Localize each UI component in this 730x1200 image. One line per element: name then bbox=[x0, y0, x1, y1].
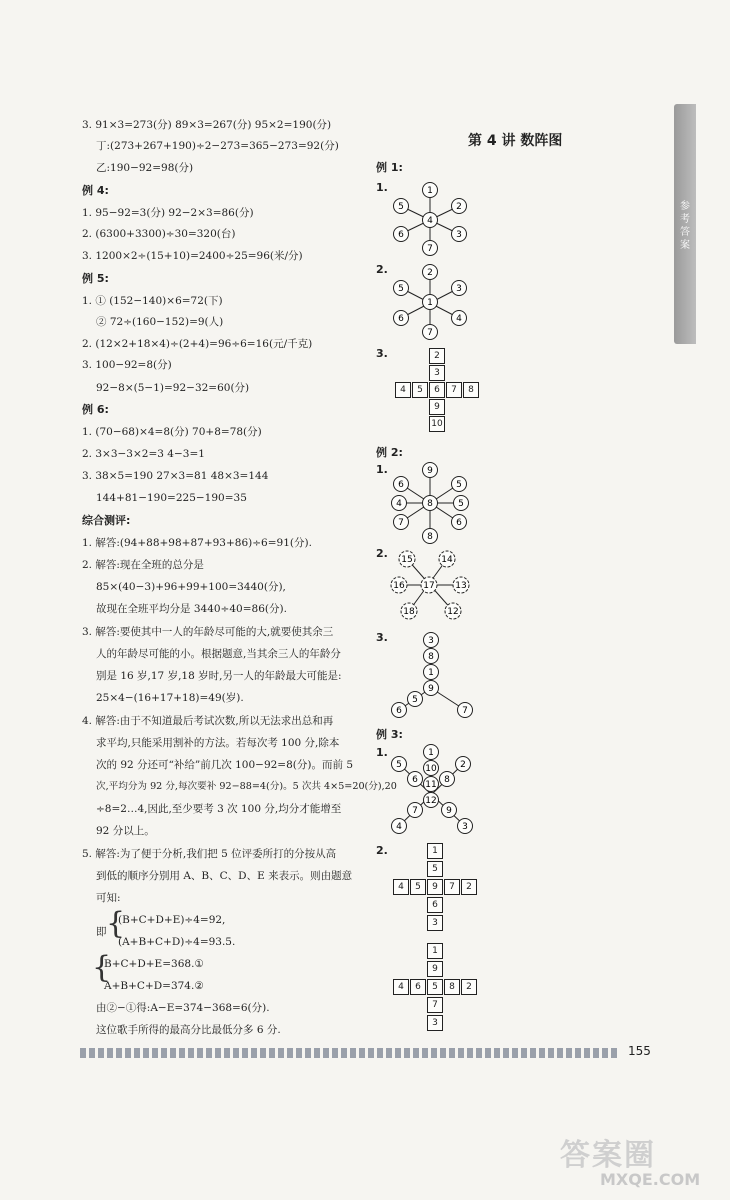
left-line: 92−8×(5−1)=92−32=60(分) bbox=[96, 382, 250, 394]
flower-node bbox=[391, 577, 407, 593]
problem-number: 1. bbox=[376, 463, 388, 476]
number-circle bbox=[394, 227, 409, 242]
equation-line: B+C+D+E=368.① bbox=[104, 958, 204, 970]
number-circle bbox=[423, 463, 438, 478]
grid-cell: 9 bbox=[427, 961, 443, 977]
equation-line: A+B+C+D=374.② bbox=[104, 980, 204, 992]
flower-number: 15 bbox=[401, 555, 413, 565]
number-flower-diagram bbox=[385, 545, 485, 625]
number-circle bbox=[408, 692, 423, 707]
circle-number: 7 bbox=[427, 328, 433, 338]
grid-cell: 7 bbox=[427, 997, 443, 1013]
example-heading: 例 2: bbox=[376, 446, 403, 459]
number-chain-diagram bbox=[385, 630, 495, 720]
circle-number: 7 bbox=[398, 518, 404, 528]
number-circle bbox=[424, 793, 439, 808]
circle-number: 1 bbox=[427, 186, 433, 196]
left-line: ② 72÷(160−152)=9(人) bbox=[96, 316, 224, 328]
circle-number: 9 bbox=[428, 684, 434, 694]
number-circle bbox=[452, 477, 467, 492]
left-line: 4. 解答:由于不知道最后考试次数,所以无法求出总和再 bbox=[82, 715, 334, 727]
circle-number: 7 bbox=[462, 706, 468, 716]
number-circle bbox=[424, 745, 439, 760]
number-star-diagram-3 bbox=[385, 460, 475, 546]
number-circle bbox=[424, 681, 439, 696]
left-line: 3. 1200×2÷(15+10)=2400÷25=96(米/分) bbox=[82, 250, 303, 262]
circle-number: 5 bbox=[458, 499, 464, 509]
left-line: 2. 解答:现在全班的总分是 bbox=[82, 559, 204, 571]
left-line: 由②−①得:A−E=374−368=6(分). bbox=[96, 1002, 270, 1014]
watermark-logo: 答案圈 bbox=[560, 1138, 656, 1173]
watermark-url: MXQE.COM bbox=[600, 1170, 701, 1189]
grid-cell: 3 bbox=[427, 1015, 443, 1031]
left-line: 求平均,只能采用割补的方法。若每次考 100 分,除本 bbox=[96, 737, 340, 749]
number-circle bbox=[423, 265, 438, 280]
problem-number: 2. bbox=[376, 263, 388, 276]
left-line: 1. ① (152−140)×6=72(下) bbox=[82, 295, 223, 307]
left-line: 次的 92 分还可“补给”前几次 100−92=8(分)。而前 5 bbox=[96, 759, 353, 771]
left-line: 3. 100−92=8(分) bbox=[82, 359, 172, 371]
grid-cell: 9 bbox=[429, 399, 445, 415]
circle-number: 2 bbox=[427, 268, 433, 278]
left-line: 可知: bbox=[96, 892, 121, 904]
circle-number: 9 bbox=[427, 466, 433, 476]
grid-cell: 5 bbox=[427, 979, 443, 995]
circle-number: 12 bbox=[425, 796, 437, 806]
circle-number: 5 bbox=[398, 284, 404, 294]
grid-cell: 7 bbox=[444, 879, 460, 895]
circle-number: 2 bbox=[456, 202, 462, 212]
circle-number: 6 bbox=[398, 314, 404, 324]
circle-number: 4 bbox=[456, 314, 462, 324]
flower-node bbox=[401, 603, 417, 619]
left-line: 到低的顺序分别用 A、B、C、D、E 来表示。则由题意 bbox=[96, 870, 353, 882]
grid-cell: 5 bbox=[427, 861, 443, 877]
circle-number: 9 bbox=[446, 806, 452, 816]
circle-number: 2 bbox=[460, 760, 466, 770]
number-circle bbox=[440, 772, 455, 787]
flower-number: 17 bbox=[423, 581, 435, 591]
grid-cell: 3 bbox=[427, 915, 443, 931]
circle-number: 1 bbox=[428, 748, 434, 758]
number-circle bbox=[392, 703, 407, 718]
circle-number: 1 bbox=[427, 298, 433, 308]
grid-cell: 5 bbox=[412, 382, 428, 398]
circle-number: 8 bbox=[427, 499, 433, 509]
section-heading: 综合测评: bbox=[82, 514, 131, 527]
grid-cell: 1 bbox=[427, 843, 443, 859]
number-circle bbox=[394, 281, 409, 296]
number-circle bbox=[424, 761, 439, 776]
grid-cell: 4 bbox=[393, 979, 409, 995]
number-circle bbox=[452, 227, 467, 242]
grid-cell: 2 bbox=[461, 979, 477, 995]
number-circle bbox=[423, 241, 438, 256]
number-circle bbox=[452, 311, 467, 326]
number-circle bbox=[424, 777, 439, 792]
left-line: 3. 解答:要使其中一人的年龄尽可能的大,就要使其余三 bbox=[82, 626, 334, 638]
number-circle bbox=[452, 281, 467, 296]
circle-number: 4 bbox=[396, 822, 402, 832]
grid-cell: 9 bbox=[427, 879, 443, 895]
grid-cell: 4 bbox=[393, 879, 409, 895]
problem-number: 3. bbox=[376, 347, 388, 360]
circle-number: 3 bbox=[462, 822, 468, 832]
circle-number: 5 bbox=[412, 695, 418, 705]
flower-number: 16 bbox=[393, 581, 405, 591]
example-heading: 例 1: bbox=[376, 161, 403, 174]
grid-cell: 4 bbox=[395, 382, 411, 398]
reference-answers-label: 参考答案 bbox=[680, 201, 690, 251]
number-circle bbox=[394, 515, 409, 530]
flower-node bbox=[439, 551, 455, 567]
number-circle bbox=[423, 325, 438, 340]
number-x-diagram bbox=[385, 742, 485, 832]
circle-number: 1 bbox=[428, 668, 434, 678]
grid-cell: 1 bbox=[427, 943, 443, 959]
equation-line: (A+B+C+D)÷4=93.5. bbox=[118, 936, 236, 948]
number-circle bbox=[424, 633, 439, 648]
number-circle bbox=[394, 477, 409, 492]
number-circle bbox=[424, 649, 439, 664]
left-line: 次,平均分为 92 分,每次要补 92−88=4(分)。5 次共 4×5=20(分),20 bbox=[96, 781, 397, 792]
left-line: 1. 解答:(94+88+98+87+93+86)÷6=91(分). bbox=[82, 537, 312, 549]
circle-number: 3 bbox=[456, 230, 462, 240]
number-circle bbox=[423, 529, 438, 544]
lecture-title: 第 4 讲 数阵图 bbox=[468, 133, 563, 149]
problem-number: 1. bbox=[376, 746, 388, 759]
number-circle bbox=[424, 665, 439, 680]
left-line: 别是 16 岁,17 岁,18 岁时,另一人的年龄最大可能是: bbox=[96, 670, 342, 682]
circle-number: 6 bbox=[396, 706, 402, 716]
number-circle bbox=[442, 803, 457, 818]
flower-number: 18 bbox=[403, 607, 415, 617]
left-line: 5. 解答:为了便于分析,我们把 5 位评委所打的分按从高 bbox=[82, 848, 337, 860]
circle-number: 6 bbox=[412, 775, 418, 785]
problem-number: 2. bbox=[376, 547, 388, 560]
number-circle bbox=[392, 819, 407, 834]
example-heading: 例 3: bbox=[376, 728, 403, 741]
number-circle bbox=[408, 772, 423, 787]
circle-number: 8 bbox=[428, 652, 434, 662]
circle-number: 5 bbox=[398, 202, 404, 212]
number-circle bbox=[456, 757, 471, 772]
circle-number: 3 bbox=[428, 636, 434, 646]
circle-number: 6 bbox=[398, 230, 404, 240]
left-line: 1. 95−92=3(分) 92−2×3=86(分) bbox=[82, 207, 254, 219]
footer-decoration-bar bbox=[80, 1048, 620, 1058]
circle-number: 4 bbox=[396, 499, 402, 509]
circle-number: 7 bbox=[427, 244, 433, 254]
flower-number: 14 bbox=[441, 555, 453, 565]
left-line: 2. (6300+3300)÷30=320(台) bbox=[82, 228, 236, 240]
number-circle bbox=[458, 703, 473, 718]
flower-node bbox=[453, 577, 469, 593]
left-line: 25×4−(16+17+18)=49(岁). bbox=[96, 692, 244, 704]
circle-number: 6 bbox=[456, 518, 462, 528]
grid-cell: 6 bbox=[410, 979, 426, 995]
number-circle bbox=[423, 295, 438, 310]
left-line: 这位歌手所得的最高分比最低分多 6 分. bbox=[96, 1024, 281, 1036]
number-circle bbox=[454, 496, 469, 511]
grid-cell: 2 bbox=[429, 348, 445, 364]
number-circle bbox=[392, 496, 407, 511]
number-circle bbox=[423, 183, 438, 198]
number-star-diagram-2 bbox=[385, 262, 475, 342]
number-circle bbox=[452, 199, 467, 214]
number-circle bbox=[392, 757, 407, 772]
left-line: 1. (70−68)×4=8(分) 70+8=78(分) bbox=[82, 426, 262, 438]
circle-number: 5 bbox=[396, 760, 402, 770]
grid-cell: 6 bbox=[427, 897, 443, 913]
left-line: 故现在全班平均分是 3440÷40=86(分). bbox=[96, 603, 287, 615]
brace-symbol: { bbox=[106, 906, 126, 941]
left-line: 85×(40−3)+96+99+100=3440(分), bbox=[96, 581, 286, 593]
section-heading: 例 5: bbox=[82, 272, 109, 285]
flower-node bbox=[399, 551, 415, 567]
section-heading: 例 4: bbox=[82, 184, 109, 197]
problem-number: 3. bbox=[376, 631, 388, 644]
page-number: 155 bbox=[628, 1044, 651, 1058]
problem-number: 1. bbox=[376, 181, 388, 194]
number-circle bbox=[408, 803, 423, 818]
left-line: 3. 38×5=190 27×3=81 48×3=144 bbox=[82, 470, 269, 482]
number-star-diagram-1 bbox=[385, 178, 475, 258]
circle-number: 8 bbox=[427, 532, 433, 542]
grid-cell: 5 bbox=[410, 879, 426, 895]
left-line: 2. (12×2+18×4)÷(2+4)=96÷6=16(元/千克) bbox=[82, 338, 313, 350]
left-line: 144+81−190=225−190=35 bbox=[96, 492, 247, 504]
circle-number: 8 bbox=[444, 775, 450, 785]
left-line: 2. 3×3−3×2=3 4−3=1 bbox=[82, 448, 205, 460]
number-circle bbox=[394, 311, 409, 326]
circle-number: 10 bbox=[425, 764, 437, 774]
circle-number: 5 bbox=[456, 480, 462, 490]
equation-line: (B+C+D+E)÷4=92, bbox=[118, 914, 226, 926]
grid-cell: 8 bbox=[463, 382, 479, 398]
left-line: ÷8=2…4,因此,至少要考 3 次 100 分,均分才能增至 bbox=[96, 803, 342, 815]
grid-cell: 7 bbox=[446, 382, 462, 398]
circle-number: 4 bbox=[427, 216, 433, 226]
left-line: 人的年龄尽可能的小。根据题意,当其余三人的年龄分 bbox=[96, 648, 341, 660]
flower-number: 12 bbox=[447, 607, 459, 617]
left-line: 3. 91×3=273(分) 89×3=267(分) 95×2=190(分) bbox=[82, 119, 332, 131]
circle-number: 7 bbox=[412, 806, 418, 816]
left-line: 即 bbox=[96, 926, 107, 938]
grid-cell: 6 bbox=[429, 382, 445, 398]
number-circle bbox=[394, 199, 409, 214]
number-circle bbox=[423, 213, 438, 228]
grid-cell: 8 bbox=[444, 979, 460, 995]
grid-cell: 2 bbox=[461, 879, 477, 895]
number-circle bbox=[423, 496, 438, 511]
circle-number: 6 bbox=[398, 480, 404, 490]
flower-number: 13 bbox=[455, 581, 467, 591]
problem-number: 2. bbox=[376, 844, 388, 857]
brace-symbol: { bbox=[92, 950, 112, 985]
flower-node bbox=[421, 577, 437, 593]
left-line: 乙:190−92=98(分) bbox=[96, 162, 194, 174]
number-circle bbox=[452, 515, 467, 530]
circle-number: 3 bbox=[456, 284, 462, 294]
grid-cell: 10 bbox=[429, 416, 445, 432]
grid-cell: 3 bbox=[429, 365, 445, 381]
circle-number: 11 bbox=[425, 780, 437, 790]
left-line: 92 分以上。 bbox=[96, 825, 155, 837]
left-line: 丁:(273+267+190)÷2−273=365−273=92(分) bbox=[96, 140, 339, 152]
section-heading: 例 6: bbox=[82, 403, 109, 416]
flower-node bbox=[445, 603, 461, 619]
number-circle bbox=[458, 819, 473, 834]
